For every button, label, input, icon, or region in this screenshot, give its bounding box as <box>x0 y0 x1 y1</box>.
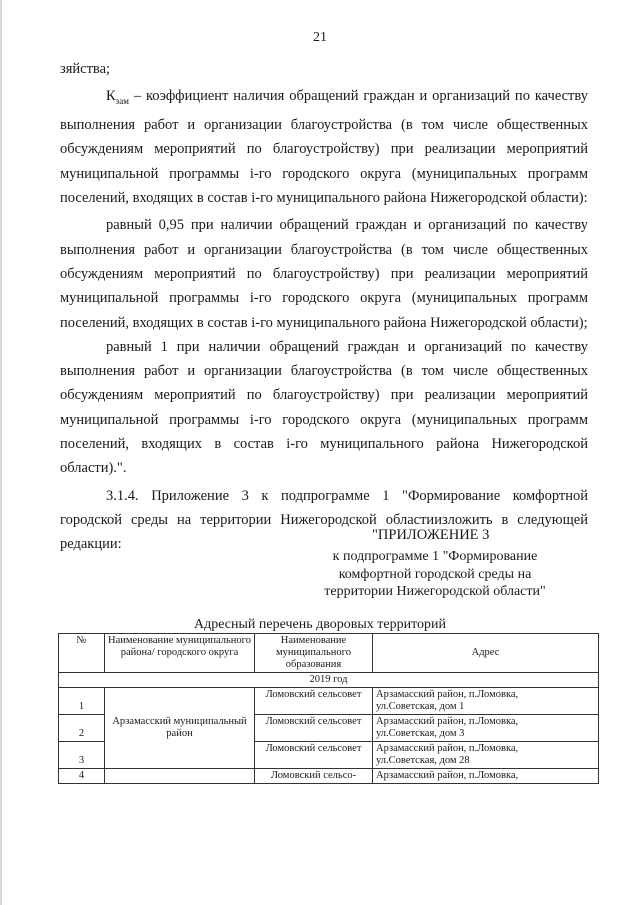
table-title: Адресный перечень дворовых территорий <box>194 617 446 632</box>
row-address <box>373 688 599 715</box>
row-municipality: Ломовский сельсовет <box>255 715 373 742</box>
row-num: 4 <box>59 769 105 784</box>
body-text-block-1 <box>60 57 588 81</box>
page-number: 21 <box>313 30 327 45</box>
paragraph-continuation: зяйства; <box>60 61 111 77</box>
row-address <box>373 769 599 784</box>
year-cell: 2019 год <box>59 673 599 688</box>
address-line: Арзамасский район, п.Ломовка, <box>376 716 519 727</box>
row-municipality: Ломовский сельсовет <box>255 742 373 769</box>
row-district-empty <box>105 769 255 784</box>
table-header-row <box>59 634 599 673</box>
row-num: 2 <box>59 715 105 742</box>
paragraph-coefficient <box>60 84 588 210</box>
address-line: ул.Советская, дом 3 <box>376 728 465 739</box>
paragraph-value-1: равный 1 при наличии обращений граждан и организаций по качеству выполнения работ и организации благоустройства (в том числе общественных обсуждениям мероприятий по благоустройству) при реализации мероприятий муниципальной программы i-го городского округа (муниципальных программ поселений, входящих в состав i-го муниципального района Нижегородской области).". <box>60 338 588 477</box>
coefficient-definition: – коэффициент наличия обращений граждан и организаций по качеству выполнения работ и организации благоустройства (в том числе общественных обсуждениям мероприятий по благоустройству) при реализации мероприятий муниципальной программы i-го городского округа (муниципальных программ поселений, входящих в состав i-го муниципального района Нижегородской области): <box>60 88 588 207</box>
body-text-block-2 <box>60 84 588 557</box>
table-row <box>59 769 599 784</box>
row-municipality: Ломовский сельсо- <box>255 769 373 784</box>
district-cell: Арзамасский муниципальный район <box>105 688 255 769</box>
coefficient-subscript: зам <box>115 95 129 106</box>
header-municipality: Наименование муниципального образования <box>255 634 373 673</box>
address-table <box>58 633 599 784</box>
header-num: № <box>59 634 105 673</box>
table-year-row <box>59 673 599 688</box>
header-address: Адрес <box>373 634 599 673</box>
address-line: Арзамасский район, п.Ломовка, <box>376 689 519 700</box>
address-line: ул.Советская, дом 1 <box>376 701 465 712</box>
row-address <box>373 715 599 742</box>
paragraph-amendment: 3.1.4. Приложение 3 к подпрограмме 1 "Формирование комфортной городской среды на территории Нижегородской областиизложить в следующей редакции: <box>60 487 588 553</box>
address-line: Арзамасский район, п.Ломовка, <box>376 770 519 781</box>
table-row <box>59 688 599 715</box>
header-district: Наименование муниципального района/ городского округа <box>105 634 255 673</box>
row-num: 1 <box>59 688 105 715</box>
appendix-title: "ПРИЛОЖЕНИЕ 3 <box>372 527 490 543</box>
row-num: 3 <box>59 742 105 769</box>
paragraph-value-095: равный 0,95 при наличии обращений граждан и организаций по качеству выполнения работ и организации благоустройства (в том числе общественных обсуждениям мероприятий по благоустройству) при реализации мероприятий муниципальной программы i-го городского округа (муниципальных программ поселений, входящих в состав i-го муниципального района Нижегородской области); <box>60 217 588 331</box>
address-line: Арзамасский район, п.Ломовка, <box>376 743 519 754</box>
appendix-subtitle: к подпрограмме 1 "Формирование комфортной городской среды на территории Нижегородской области" <box>324 549 546 599</box>
scan-edge <box>0 0 2 905</box>
row-address <box>373 742 599 769</box>
coefficient-symbol: К <box>106 88 116 104</box>
address-line: ул.Советская, дом 28 <box>376 755 470 766</box>
row-municipality: Ломовский сельсовет <box>255 688 373 715</box>
